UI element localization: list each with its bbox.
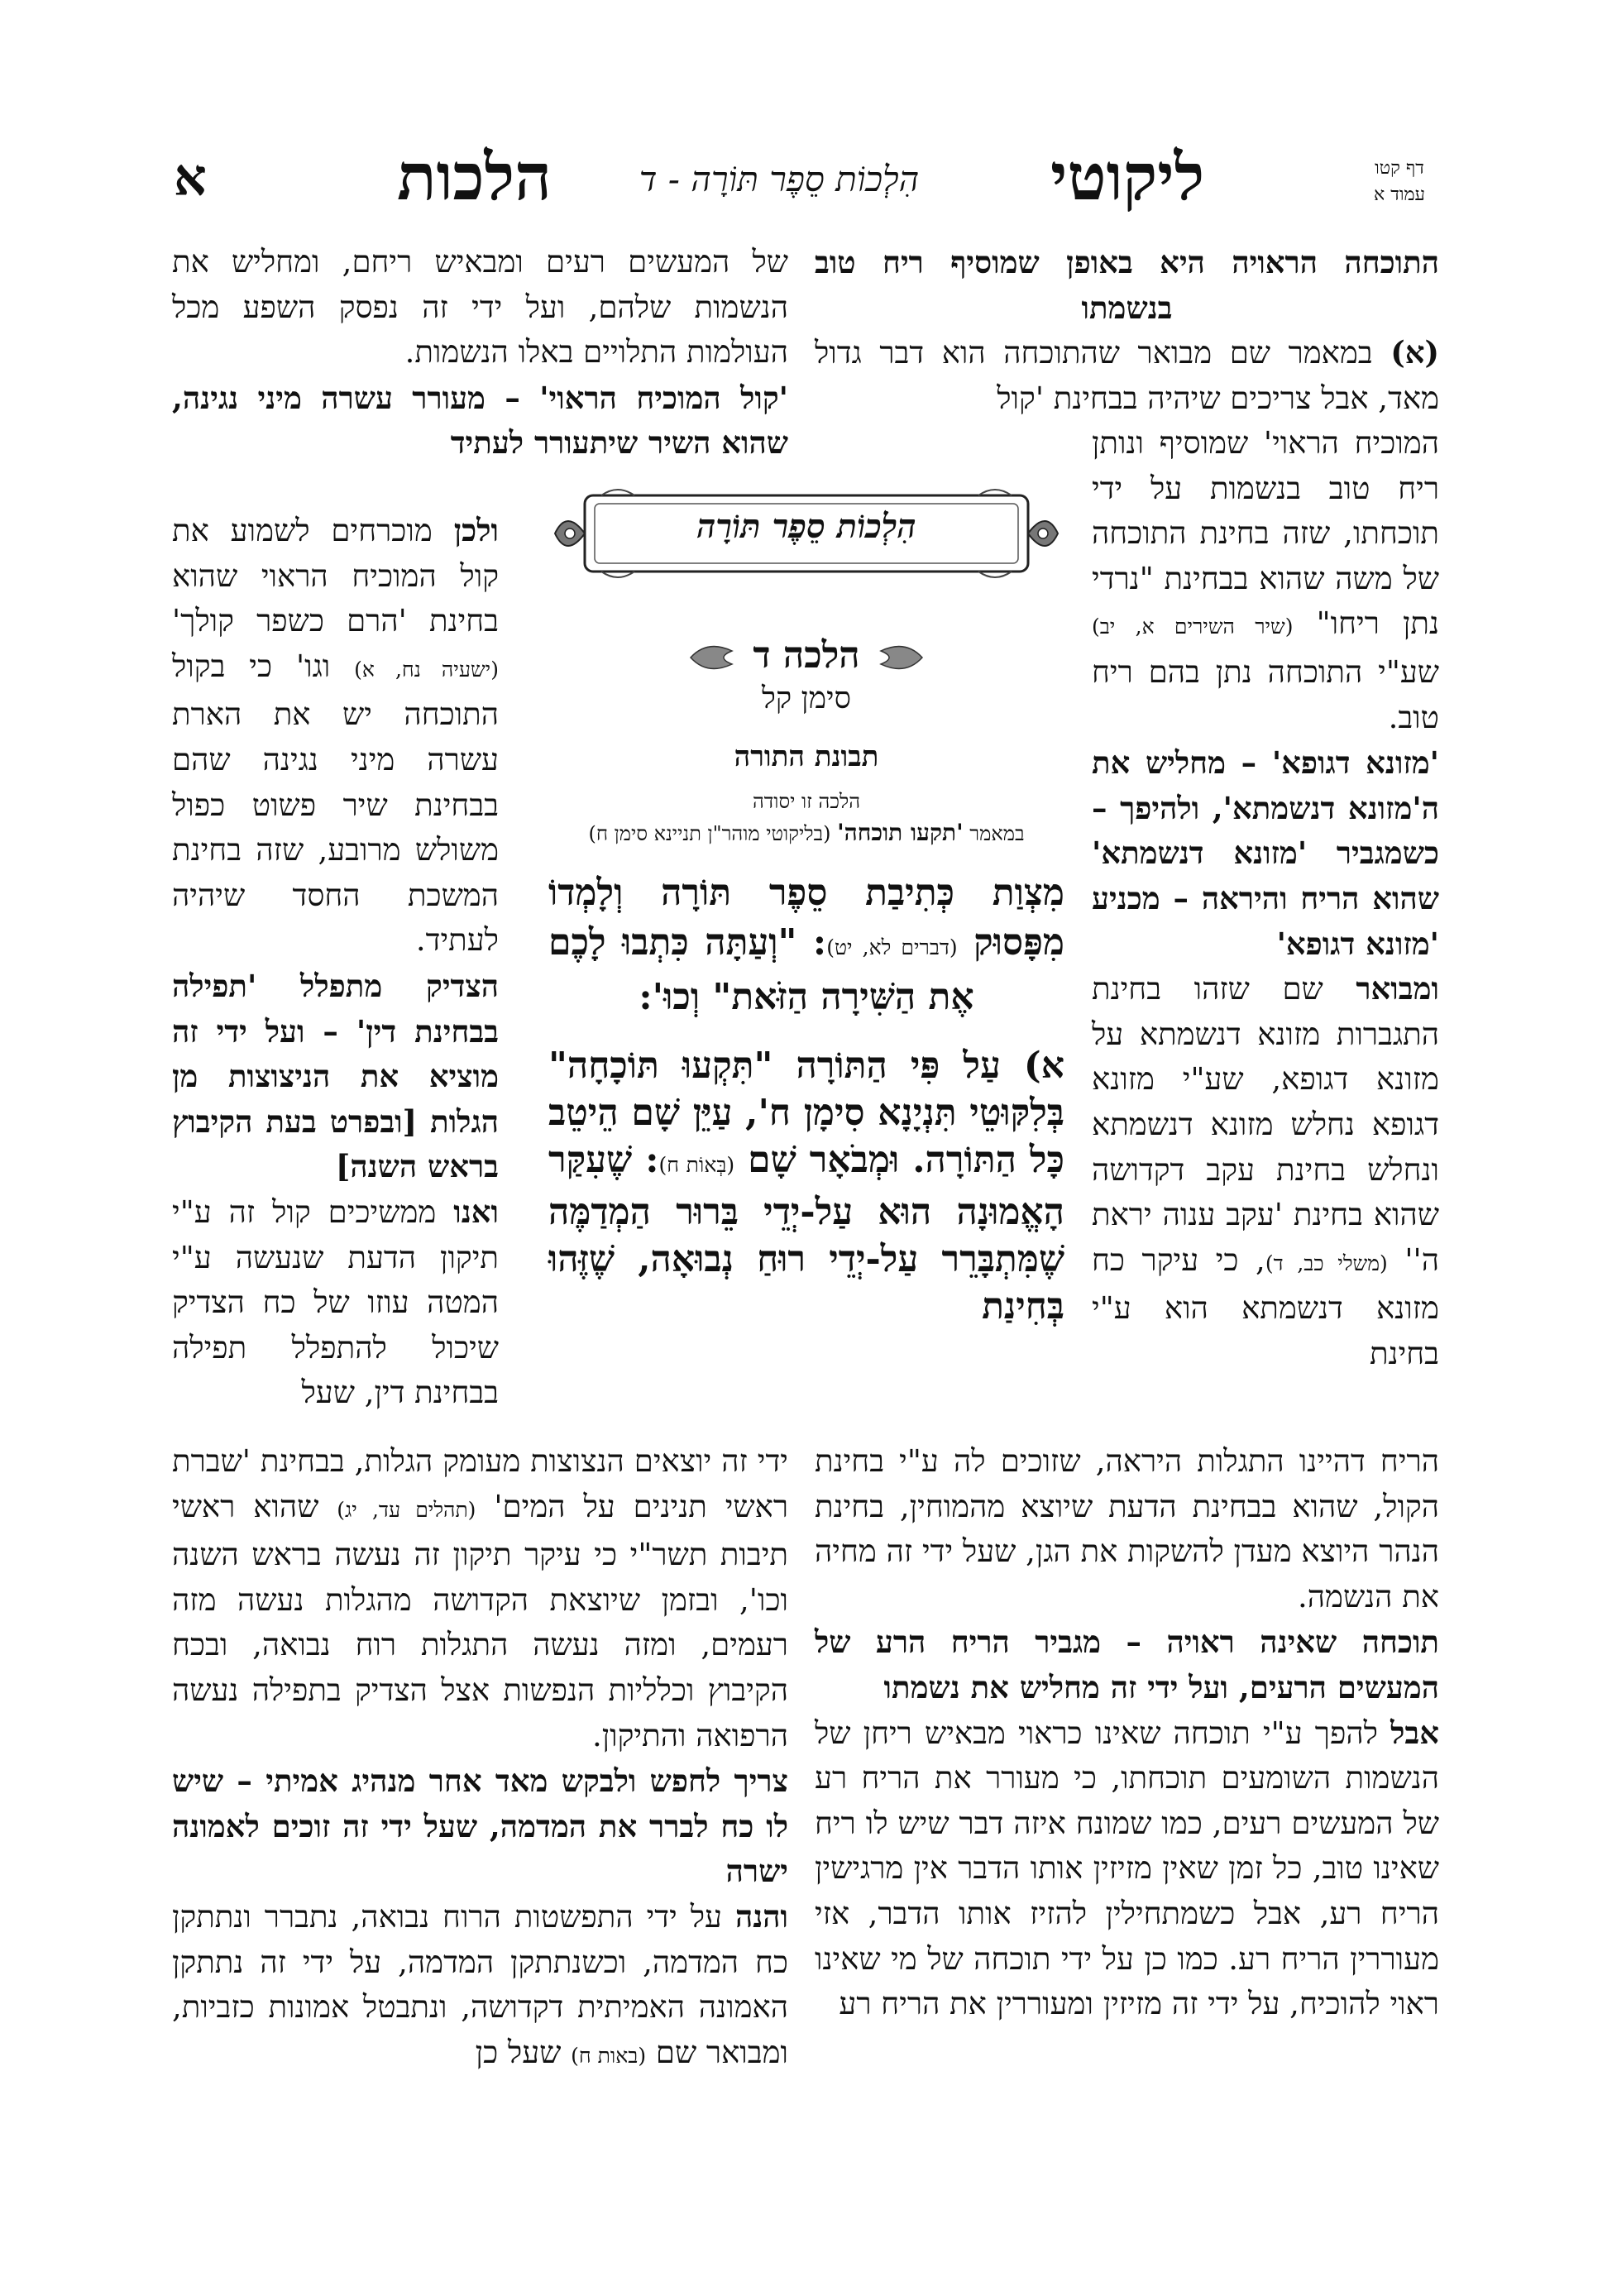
left-p3-lead: ואנו	[453, 1193, 499, 1230]
left-column-bottom	[172, 1439, 788, 2078]
header-title-right: ליקוטי	[1050, 140, 1205, 215]
yesod-line: הלכה זו יסודה	[752, 790, 861, 813]
section-title: תבונת התורה	[734, 740, 879, 773]
low2-lead: אבל	[1390, 1714, 1439, 1751]
maamar-pre: במאמר	[969, 822, 1025, 845]
p2-text: המוכיח הראוי' שמוסיף ונותן ריח טוב בנשמות על ידי תוכחתו, שזה בחינת התוכחה של משה שהוא בבחינת "נרדי נתן ריחו"	[1092, 425, 1439, 642]
para-a-2: : שֶׁעִקַּר הָאֱמוּנָה הוּא עַל-יְדֵי בֵּרוּר הַמְדַמֶּה שֶׁמִּתְבָּרֵר עַל-יְדֵי רוּחַ נְבוּאָה, שֶׁזֶּהוּ בְּחִינַת	[548, 1139, 1064, 1327]
left-column-narrow	[172, 508, 499, 1416]
right-p2	[1092, 421, 1439, 740]
left-p2	[172, 508, 499, 964]
header-title-left: הלכות	[397, 140, 552, 215]
maamar-name: 'תקעו תוכחה'	[837, 819, 964, 846]
para-a-source: (בְּאוֹת ח)	[658, 1153, 735, 1177]
amud-line: עמוד א	[1374, 184, 1425, 205]
p4-text: שם שזהו בחינת התגברות מזונא דנשמתא על מזונא דגופא, שע"י מזונא דגופא נחלש מזונא דנשמתא ונחלש בחינת עקב דקדושה שהוא בחינת 'עקב ענוה יראת ה''	[1092, 971, 1439, 1278]
right-low2	[815, 1710, 1439, 2027]
banner-title: הִלְכוֹת סֵפֶר תּוֹרָה	[696, 507, 916, 546]
para-a-1: א) עַל פִּי הַתּוֹרָה "תִּקְעוּ תּוֹכָחָה" בְּלִקּוּטֵי תִּנְיָנָא סִימָן ח', עַיֵּן שָׁם הֵיטֵב כָּל הַתּוֹרָה. וּמְבֹאָר שָׁם	[548, 1045, 1064, 1181]
left-p4	[172, 1894, 788, 2078]
p4-source: (משלי כב, ד)	[1265, 1251, 1388, 1275]
p4-tail: , כי עיקר כח מזונא דנשמתא הוא ע"י בחינת	[1092, 1241, 1439, 1371]
right-column-narrow	[1092, 421, 1439, 1376]
right-p1	[815, 330, 1439, 421]
left-p1: של המעשים רעים ומבאיש ריחם, ומחליש את הנשמות שלהם, ועל ידי זה נפסק השפע מכל העולמות התלויים באלו הנשמות.	[172, 244, 788, 371]
left-p3-text: ממשיכים קול זה ע"י תיקון הדעת שנעשה ע"י המטה עוזו של כח הצדיק שיכול להתפלל תפילה בבחינת דין, שעל	[172, 1193, 499, 1411]
left-heading3: צריך לחפש ולבקש מאד אחר מנהיג אמיתי – שיש לו כח לברר את המדמה, שעל ידי זה זוכים לאמונה ישרה	[172, 1763, 788, 1890]
p1-text: במאמר שם מבואר שהתוכחה הוא דבר גדול מאד, אבל צריכים שיהיה בבחינת 'קול	[815, 335, 1439, 416]
daf-line: דף קטו	[1375, 158, 1424, 179]
halacha-number: הלכה ד	[753, 634, 860, 677]
maamar-source: (בליקוטי מוהר"ן תניינא סימן ח)	[588, 822, 831, 845]
right-low-heading: תוכחה שאינה ראויה – מגביר הריח הרע של המעשים הרעים, ועל ידי זה מחליש את נשמתו	[815, 1624, 1439, 1705]
right-column-top	[815, 240, 1439, 421]
verse-source: (דברים לא, יט)	[826, 935, 958, 959]
p1-lead: (א)	[1390, 334, 1439, 371]
p2-tail: שע"י התוכחה נתן בהם ריח טוב.	[1092, 653, 1439, 735]
right-p3: 'מזונא דגופא' – מחליש את ה'מזונא דנשמתא', ולהיפך – כשמגביר 'מזונא דנשמתא' שהוא הריח והיראה – מכניע 'מזונא דגופא'	[1092, 744, 1439, 962]
left-heading2: הצדיק מתפלל 'תפילה בבחינת דין' – ועל ידי זה מוציא את הניצוצות מן הגלות [ובפרט בעת הקיבוץ בראש השנה]	[172, 967, 499, 1185]
low2-text: להפך ע"י תוכחה שאינו כראוי מבאיש ריחן של הנשמות השומעים תוכחתו, כי מעורר את הריח רע של המעשים רעים, כמו שמונח איזה דבר שיש לו ריח שאינו טוב, כל זמן שאין מזיזין אותו הדבר אין מרגישין הריח רע, אבל כשמתחילין להזיז אותו הדבר, אזי מעוררין הריח רע. כמו כן על ידי תוכחה של מי שאינו ראוי להוכיח, על ידי זה מזיזין ומעוררין את הריח רע	[815, 1715, 1439, 2022]
header-subtitle: הִלְכוֹת סֵפֶר תּוֹרָה - ד	[639, 159, 920, 199]
right-p4	[1092, 966, 1439, 1376]
p4-lead: ומבואר	[1356, 970, 1439, 1007]
source-verse	[548, 868, 1064, 1022]
left-p4-lead: והנה	[734, 1897, 789, 1935]
paragraph-alef	[548, 1042, 1064, 1330]
page-letter: א	[174, 147, 207, 208]
left-p3	[172, 1189, 499, 1416]
p2-source: (שיר השירים א, יב)	[1092, 615, 1294, 639]
left-heading1: 'קול המוכיח הראוי' – מעורר עשרה מיני נגינה, שהוא השיר שיתעורר לעתיד	[172, 379, 788, 462]
verse-b: : "וְעַתָּה כִּתְבוּ לָכֶם אֶת הַשִּׁירָה הַזֹּאת" וְכוּ':	[548, 921, 974, 1018]
left-p4-text: על ידי התפשטות הרוח נבואה, נתברר ונתתקן כח המדמה, וכשנתתקן המדמה, על ידי זה נתתקן האמונה האמיתית דקדושה, ונתבטל אמונות כזביות, ומבואר שם	[172, 1898, 788, 2070]
left-low1-text: ידי זה יוצאים הנצוצות מעומק הגלות, בבחינת 'שברת ראשי תנינים על המים'	[172, 1443, 789, 1524]
right-column-bottom	[815, 1439, 1439, 2027]
daf-number	[1350, 155, 1449, 208]
right-low1: הריח דהיינו התגלות היראה, שזוכים לה ע"י בחינת הקול, שהוא בבחינת הדעת שיוצא מהמוחין, בחינת הנהר היוצא מעדן להשקות את הגן, שעל ידי זה מחיה את הנשמה.	[815, 1443, 1439, 1614]
maamar-line	[542, 819, 1071, 847]
left-low1-source: (תהלים עד, יג)	[337, 1497, 476, 1522]
right-heading: התוכחה הראויה היא באופן שמוסיף ריח טוב בנשמתו	[815, 244, 1439, 326]
verse-a: מִצְוַת כְּתִיבַת סֵפֶר תּוֹרָה וְלָמְדוֹ מִפָּסוּק	[548, 872, 1064, 964]
left-p4-tail: שעל כן	[475, 2034, 562, 2070]
siman-number: סימן קל	[762, 682, 851, 715]
left-p2-tail: וגו' כי בקול התוכחה יש את הארת עשרה מיני נגינה שהם בבחינת שיר פשוט כפול משולש מרובע, שזה בחינת המשכת החסד שיהיה לעתיד.	[172, 648, 499, 959]
left-low1	[172, 1439, 788, 1758]
left-p2-source: (ישעיה נח, א)	[354, 657, 499, 682]
center-block	[542, 418, 1071, 1427]
left-low1-tail: שהוא ראשי תיבות תשר"י כי עיקר תיקון זה נעשה בראש השנה וכו', ובזמן שיוצאת הקדושה מהגלות נעשה מזה רעמים, ומזה נעשה התגלות רוח נבואה, ובכח הקיבוץ וכלליות הנפשות אצל הצדיק בתפילה נעשה הרפואה והתיקון.	[172, 1488, 788, 1753]
left-p4-source: (באות ח)	[571, 2043, 647, 2068]
left-p2-lead: ולכן	[453, 512, 499, 548]
left-p2-text: מוכרחים לשמוע את קול המוכיח הראוי שהוא בחינת 'הרם כשפר קולך'	[172, 513, 499, 639]
